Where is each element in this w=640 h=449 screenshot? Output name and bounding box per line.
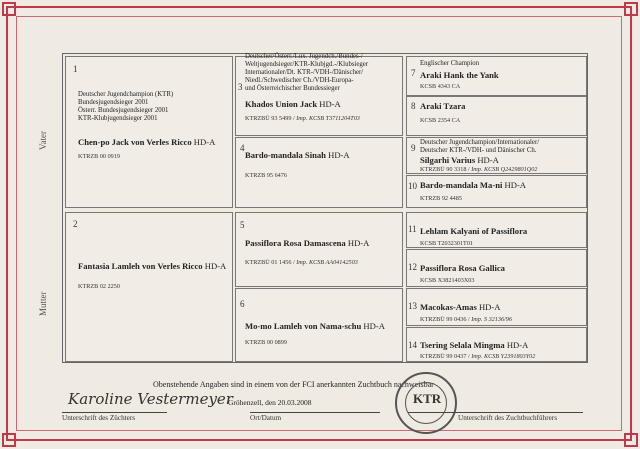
cell-number: 12 [408,262,417,272]
ktr-seal [395,372,457,434]
cell-number: 1 [73,64,78,74]
dog-name: Macokas-Amas HD-A [420,302,501,312]
corner-ornament [624,2,638,16]
pedigree-grid [62,53,588,363]
corner-ornament [2,2,16,16]
pedigree-cell-9 [406,137,587,174]
registration-number: KTRZBÜ 99 0436 / Imp. S 32136/96 [420,316,512,323]
cell-number: 4 [240,143,245,153]
cell-number: 5 [240,220,245,230]
cell-number: 11 [408,224,417,234]
cell-number: 7 [411,68,416,78]
dog-name: Bardo-mandala Sinah HD-A [245,150,350,160]
corner-ornament [624,433,638,447]
place-date: Gröhenzell, den 20.03.2008 [228,398,312,407]
side-label-mutter: Mutter [38,291,48,316]
cell-number: 10 [408,181,417,191]
dog-name: Passiflora Rosa Damascena HD-A [245,238,370,248]
dog-name: Mo-mo Lamleh von Nama-schu HD-A [245,321,385,331]
side-label-vater: Vater [38,131,48,150]
registration-number: KCSB T2032301T01 [420,240,474,247]
registration-number: KTRZBÜ 93 5499 / Imp. KCSB T3711204T03 [245,115,360,122]
registration-number: KTRZB 00 0899 [245,339,287,346]
breeder-signature-label: Unterschrift des Züchters [62,414,136,422]
dog-title: Weltjugendsieger/KTR-Klubjgd.-/Klubsieger [245,61,369,68]
fci-statement: Obenstehende Angaben sind in einem von der FCI anerkannten Zuchtbuch nachweisbar [153,380,434,389]
place-date-label: Ort/Datum [250,414,282,422]
registration-number: KTRZB 95 6476 [245,172,287,179]
keeper-line [408,412,583,413]
pedigree-cell-8 [406,96,587,136]
dog-title: Bundesjugendsieger 2001 [78,99,149,106]
dog-name: Passiflora Rosa Gallica [420,263,505,273]
registration-number: KTRZB 02 2250 [78,283,120,290]
pedigree-cell-13 [406,288,587,326]
cell-number: 2 [73,219,78,229]
registration-number: KCSB 4343 CA [420,83,461,90]
dog-name: Fantasia Lamleh von Verles Ricco HD-A [78,261,227,271]
pedigree-cell-2 [65,212,233,362]
pedigree-cell-1 [65,56,233,208]
breeder-signature: Karoline Vestermeyer [68,390,233,408]
dog-title: Deutscher/Österr./Lux. Jugendch./Bundes-/ [245,53,363,60]
pedigree-cell-14 [406,327,587,362]
place-line [250,412,380,413]
dog-name: Chen-po Jack von Verles Ricco HD-A [78,137,216,147]
dog-title: Niedl./Schwedischer Ch./VDH-Europa- [245,77,354,84]
dog-name: Khados Union Jack HD-A [245,99,341,109]
pedigree-cell-4 [235,137,403,208]
registration-number: KTRZBÜ 01 1456 / Imp. KCSB AA04142503 [245,259,358,266]
dog-title: und Österreichischer Bundessieger [245,85,340,92]
dog-name: Araki Hank the Yank [420,70,499,80]
dog-title: Internationaler/Dt. KTR-/VDH-/Dänischer/ [245,69,364,76]
signature-line [62,412,167,413]
dog-name: Araki Tzara [420,101,466,111]
registration-number: KTRZBÜ 99 0437 / Imp. KCSB Y2391803Y02 [420,353,536,360]
pedigree-cell-10 [406,175,587,208]
corner-ornament [2,433,16,447]
cell-number: 8 [411,101,416,111]
cell-number: 13 [408,301,417,311]
cell-number: 3 [238,82,243,92]
registration-number: KTRZB 92 4485 [420,195,462,202]
seal-text: KTR [413,391,442,406]
keeper-signature-label: Unterschrift des Zuchtbuchführers [458,414,557,422]
dog-name: Bardo-mandala Ma-ni HD-A [420,180,527,190]
dog-title: Österr. Bundesjugendsieger 2001 [78,107,169,114]
dog-title: Deutscher Jugendchampion/Internationaler/ [420,139,540,146]
dog-title: Englischer Champion [420,60,480,67]
pedigree-cell-6 [235,288,403,362]
dog-name: Lehlam Kalyani of Passiflora [420,226,528,236]
registration-number: KTRZBÜ 90 3318 / Imp. KCSB Q2429801Q02 [420,166,538,173]
dog-title: KTR-Klubjugendsieger 2001 [78,115,158,122]
pedigree-cell-5 [235,212,403,287]
registration-number: KCSB X3821403X03 [420,277,475,284]
cell-number: 6 [240,299,245,309]
pedigree-cell-7 [406,56,587,96]
pedigree-cell-3 [235,53,403,136]
registration-number: KCSB 2354 CA [420,117,461,124]
cell-number: 9 [411,143,416,153]
pedigree-cell-12 [406,249,587,287]
dog-name: Silgarhi Varius HD-A [420,155,499,165]
registration-number: KTRZB 00 0919 [78,153,120,160]
dog-name: Tsering Selala Mingma HD-A [420,340,529,350]
pedigree-cell-11 [406,212,587,248]
cell-number: 14 [408,340,417,350]
dog-title: Deutscher Jugendchampion (KTR) [78,91,174,98]
dog-title: Deutscher KTR-/VDH- und Dänischer Ch. [420,147,537,154]
